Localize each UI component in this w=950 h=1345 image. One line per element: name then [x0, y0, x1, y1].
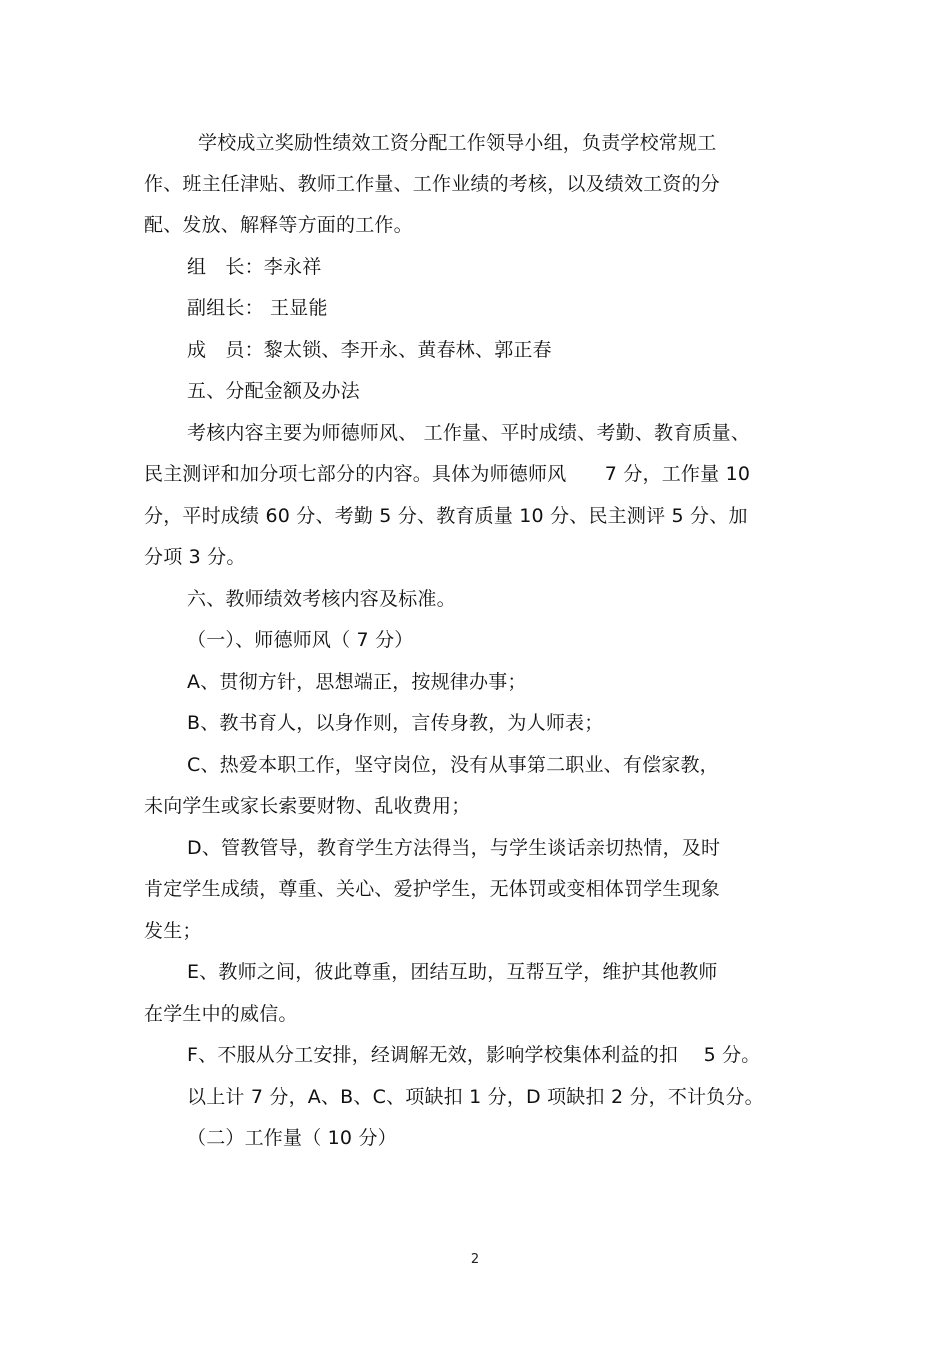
paragraph-line: 民主测评和加分项七部分的内容。具体为师德师风 7 分，工作量 10: [144, 463, 751, 485]
page-number: 2: [470, 1252, 480, 1267]
criteria-item: C、热爱本职工作，坚守岗位，没有从事第二职业、有偿家教，: [187, 754, 719, 776]
paragraph-line: 配、发放、解释等方面的工作。: [144, 214, 413, 236]
members-line: 成 员：黎太锁、李开永、黄春林、郭正春: [187, 339, 552, 361]
paragraph-line: 学校成立奖励性绩效工资分配工作领导小组，负责学校常规工: [198, 132, 717, 154]
criteria-item: D、管教管导，教育学生方法得当，与学生谈话亲切热情，及时: [187, 837, 721, 859]
leader-line: 组 长：李永祥: [187, 256, 322, 278]
criteria-item: B、教书育人，以身作则，言传身教，为人师表；: [187, 712, 604, 734]
paragraph-line: 分，平时成绩 60 分、考勤 5 分、教育质量 10 分、民主测评 5 分、加: [144, 505, 748, 527]
paragraph-line: 考核内容主要为师德师风、 工作量、平时成绩、考勤、教育质量、: [187, 422, 751, 444]
section-heading: 五、分配金额及办法: [187, 380, 360, 402]
subsection-heading: （二）工作量（ 10 分）: [187, 1127, 397, 1149]
score-summary: 以上计 7 分，A、B、C、项缺扣 1 分，D 项缺扣 2 分，不计负分。: [187, 1086, 764, 1108]
criteria-item: E、教师之间，彼此尊重，团结互助，互帮互学，维护其他教师: [187, 961, 718, 983]
criteria-item: F、不服从分工安排，经调解无效，影响学校集体利益的扣 5 分。: [187, 1044, 761, 1066]
paragraph-line: 作、班主任津贴、教师工作量、工作业绩的考核，以及绩效工资的分: [144, 173, 721, 195]
section-heading: 六、教师绩效考核内容及标准。: [187, 588, 456, 610]
deputy-leader-line: 副组长： 王显能: [187, 297, 328, 319]
paragraph-line: 分项 3 分。: [144, 546, 246, 568]
subsection-heading: （一）、师德师风（ 7 分）: [187, 629, 414, 651]
criteria-item-continuation: 发生；: [144, 920, 202, 942]
criteria-item: A、贯彻方针，思想端正，按规律办事；: [187, 671, 527, 693]
criteria-item-continuation: 在学生中的威信。: [144, 1003, 298, 1025]
criteria-item-continuation: 肯定学生成绩，尊重、关心、爱护学生，无体罚或变相体罚学生现象: [144, 878, 721, 900]
criteria-item-continuation: 未向学生或家长索要财物、乱收费用；: [144, 795, 471, 817]
